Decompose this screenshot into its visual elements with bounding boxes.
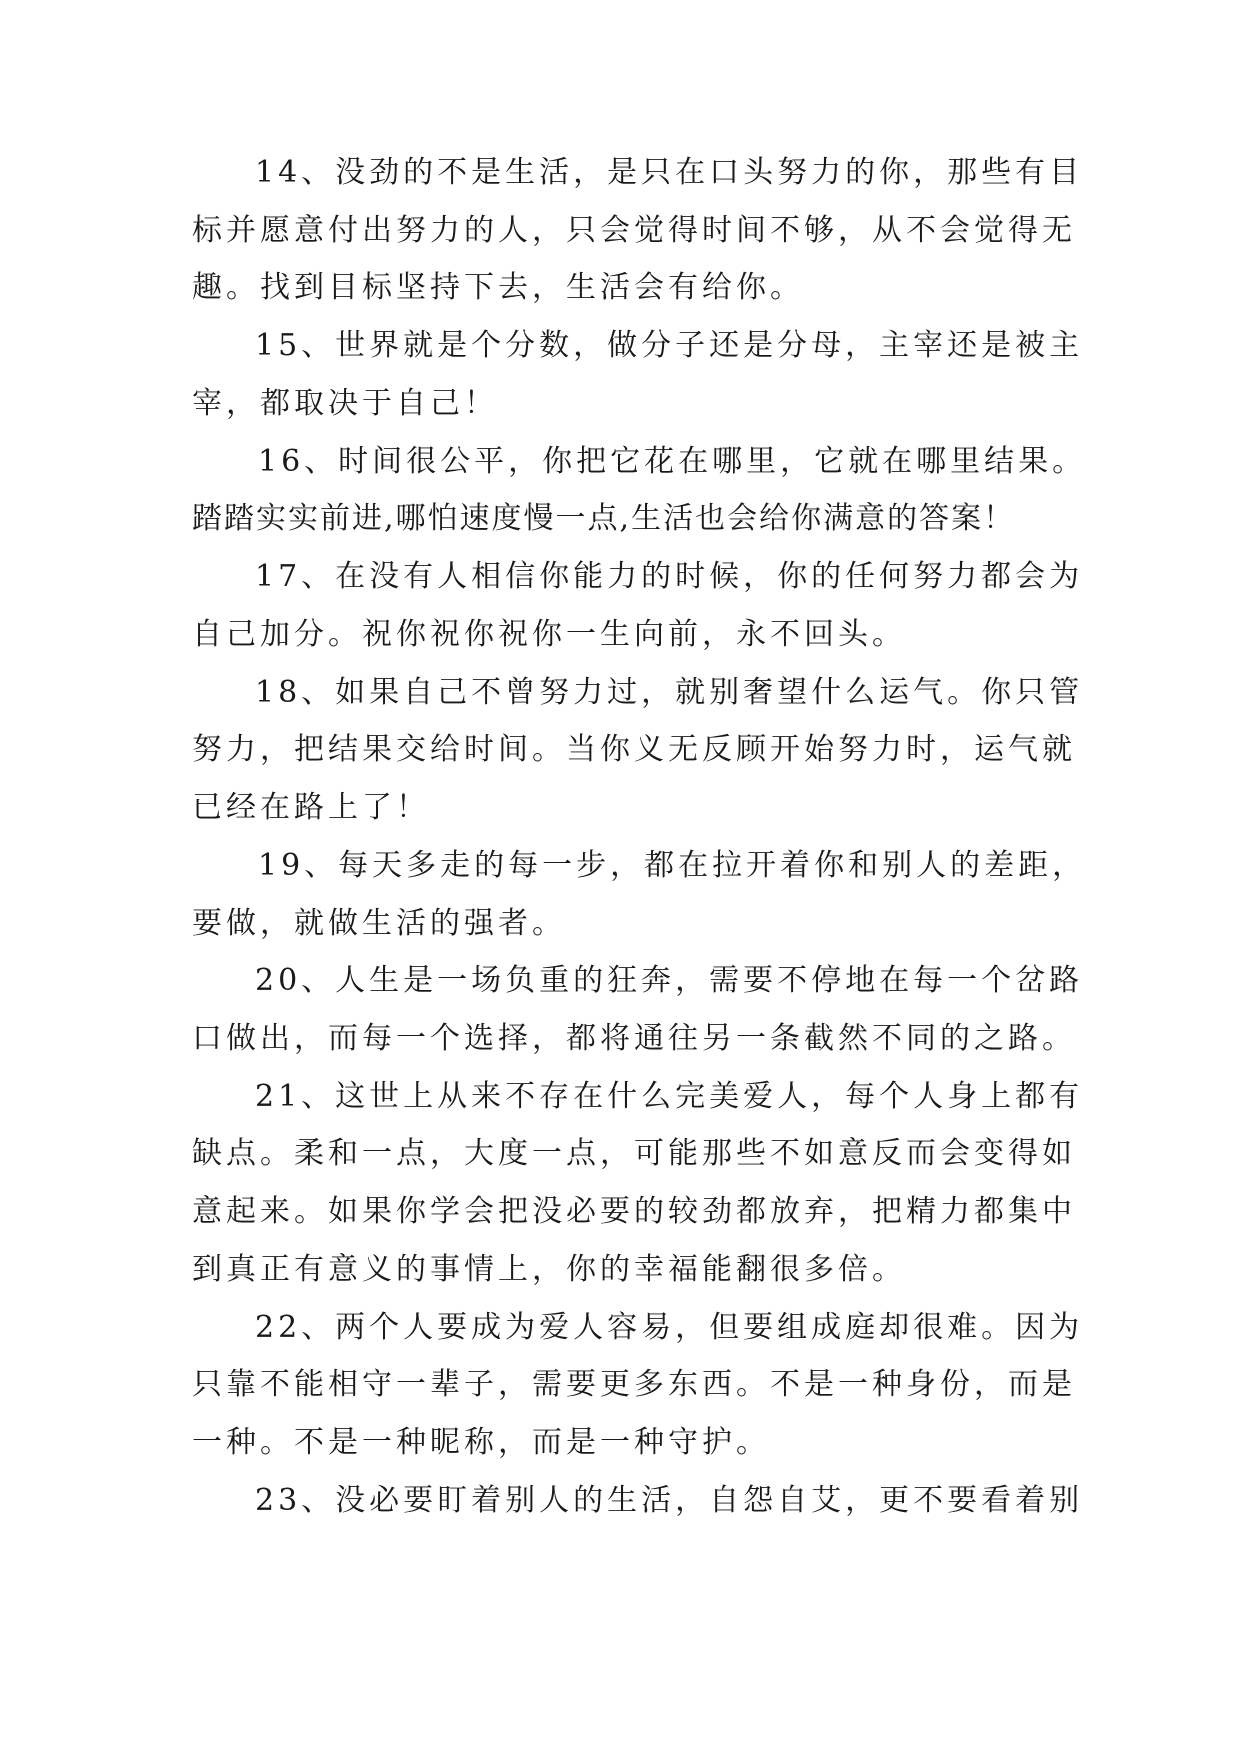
paragraph-22-line-2: 只靠不能相守一辈子，需要更多东西。不是一种身份，而是 xyxy=(192,1367,1076,1402)
paragraph-16-line-1: 16、时间很公平，你把它花在哪里，它就在哪里结果。 xyxy=(258,444,1087,479)
paragraph-19-line-2: 要做，就做生活的强者。 xyxy=(192,906,566,941)
paragraph-21-line-4: 到真正有意义的事情上，你的幸福能翻很多倍。 xyxy=(192,1252,906,1287)
paragraph-20-line-2: 口做出，而每一个选择，都将通往另一条截然不同的之路。 xyxy=(192,1021,1076,1056)
paragraph-21-line-3: 意起来。如果你学会把没必要的较劲都放弃，把精力都集中 xyxy=(192,1194,1076,1229)
paragraph-21-line-2: 缺点。柔和一点，大度一点，可能那些不如意反而会变得如 xyxy=(192,1136,1076,1171)
paragraph-14-line-2: 标并愿意付出努力的人，只会觉得时间不够，从不会觉得无 xyxy=(192,213,1076,248)
paragraph-17-line-1: 17、在没有人相信你能力的时候，你的任何努力都会为 xyxy=(255,559,1084,594)
paragraph-14-line-1: 14、没劲的不是生活，是只在口头努力的你，那些有目 xyxy=(255,155,1084,190)
paragraph-15-line-1: 15、世界就是个分数，做分子还是分母，主宰还是被主 xyxy=(255,328,1084,363)
paragraph-18-line-3: 已经在路上了！ xyxy=(192,790,430,825)
paragraph-16-line-2: 踏踏实实前进,哪怕速度慢一点,生活也会给你满意的答案！ xyxy=(192,501,1016,536)
paragraph-22-line-3: 一种。不是一种昵称，而是一种守护。 xyxy=(192,1425,770,1460)
paragraph-18-line-2: 努力，把结果交给时间。当你义无反顾开始努力时，运气就 xyxy=(192,732,1076,767)
paragraph-21-line-1: 21、这世上从来不存在什么完美爱人，每个人身上都有 xyxy=(255,1079,1084,1114)
paragraph-14-line-3: 趣。找到目标坚持下去，生活会有给你。 xyxy=(192,270,804,305)
paragraph-20-line-1: 20、人生是一场负重的狂奔，需要不停地在每一个岔路 xyxy=(255,963,1084,998)
paragraph-23-line-1: 23、没必要盯着别人的生活，自怨自艾，更不要看着别 xyxy=(255,1483,1084,1518)
paragraph-15-line-2: 宰，都取决于自己！ xyxy=(192,386,498,421)
paragraph-19-line-1: 19、每天多走的每一步，都在拉开着你和别人的差距， xyxy=(258,848,1087,883)
paragraph-17-line-2: 自己加分。祝你祝你祝你一生向前，永不回头。 xyxy=(192,617,906,652)
paragraph-22-line-1: 22、两个人要成为爱人容易，但要组成庭却很难。因为 xyxy=(255,1310,1084,1345)
paragraph-18-line-1: 18、如果自己不曾努力过，就别奢望什么运气。你只管 xyxy=(255,675,1084,710)
